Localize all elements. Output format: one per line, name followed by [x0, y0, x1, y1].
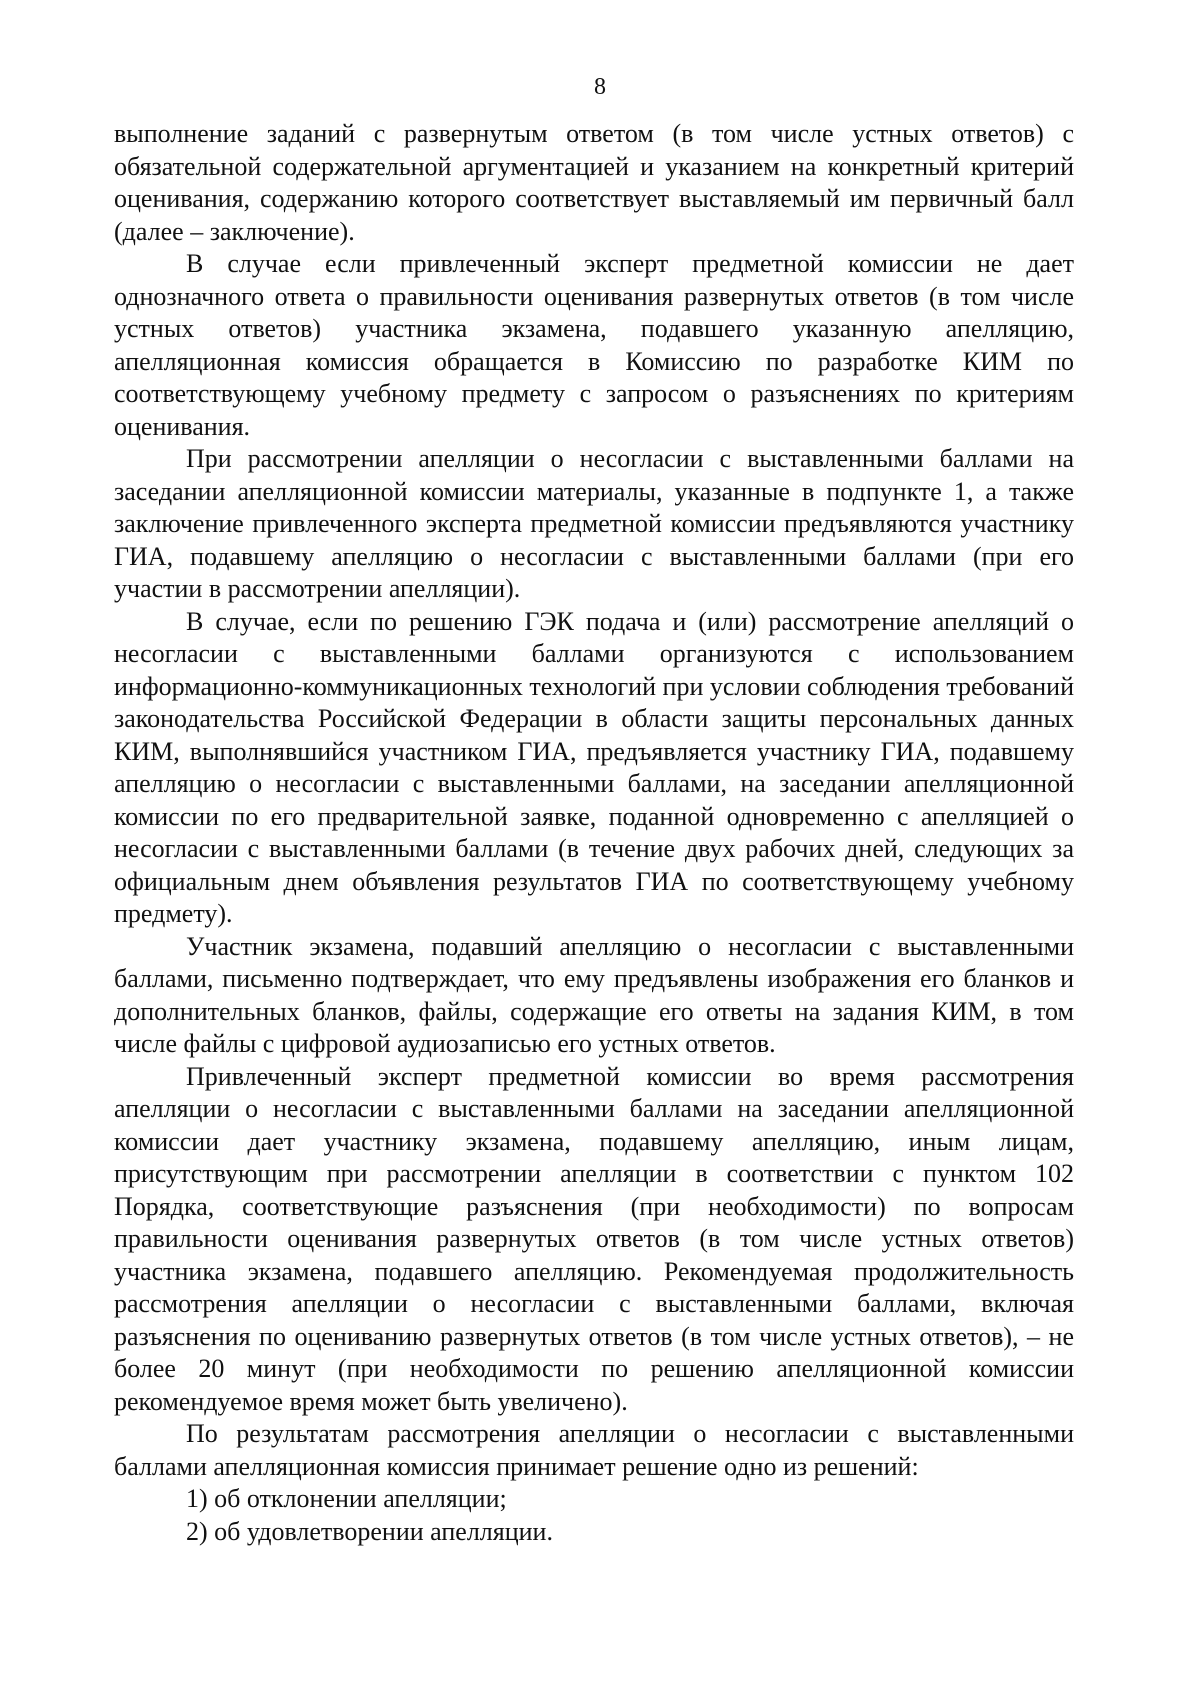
paragraph-expert-no-answer: В случае если привлеченный эксперт предметной комиссии не дает однозначного ответа о правильности оценивания развернутых ответов (в том числе устных ответов) участника экзамена, подавшего указанную апелляцию, апелляционная комиссия обращается в Комиссию по разработке КИМ по соответствующему учебному предмету с запросом о разъяснениях по критериям оценивания. [114, 249, 1074, 441]
paragraph-continuation: выполнение заданий с развернутым ответом (в том числе устных ответов) с обязательной содержательной аргументацией и указанием на конкретный критерий оценивания, содержанию которого соответствует выставляемый им первичный балл (далее – заключение). [114, 119, 1074, 246]
paragraph-participant-confirms: Участник экзамена, подавший апелляцию о несогласии с выставленными баллами, письменно подтверждает, что ему предъявлены изображения его бланков и дополнительных бланков, файлы, содержащие его ответы на задания КИМ, в том числе файлы с цифровой аудиозаписью его устных ответов. [114, 931, 1074, 1058]
paragraph-ict-appeal: В случае, если по решению ГЭК подача и (или) рассмотрение апелляций о несогласии с выставленными баллами организуются с использованием информационно-коммуникационных технологий при условии соблюдения требований законодательства Российской Федерации в области защиты персональных данных КИМ, выполнявшийся участником ГИА, предъявляется участнику ГИА, подавшему апелляцию о несогласии с выставленными баллами, на заседании апелляционной комиссии по его предварительной заявке, поданной одновременно с апелляцией о несогласии с выставленными баллами (в течение двух рабочих дней, следующих за официальным днем объявления результатов ГИА по соответствующему учебному предмету). [114, 606, 1074, 928]
document-body [114, 118, 1074, 1548]
page-number: 8 [594, 74, 606, 100]
list-item-reject: 1) об отклонении апелляции; [186, 1484, 507, 1513]
list-item-satisfy: 2) об удовлетворении апелляции. [186, 1516, 553, 1546]
paragraph-expert-explanations: Привлеченный эксперт предметной комиссии во время рассмотрения апелляции о несогласии с выставленными баллами на заседании апелляционной комиссии дает участнику экзамена, подавшему апелляцию, иным лицам, присутствующим при рассмотрении апелляции в соответствии с пунктом 102 Порядка, соответствующие разъяснения (при необходимости) по вопросам правильности оценивания развернутых ответов (в том числе устных ответов) участника экзамена, подавшего апелляцию. Рекомендуемая продолжительность рассмотрения апелляции о несогласии с выставленными баллами, включая разъяснения по оцениванию развернутых ответов (в том числе устных ответов), – не более 20 минут (при необходимости по решению апелляционной комиссии рекомендуемое время может быть увеличено). [114, 1061, 1074, 1416]
paragraph-materials-presented: При рассмотрении апелляции о несогласии с выставленными баллами на заседании апелляционной комиссии материалы, указанные в подпункте 1, а также заключение привлеченного эксперта предметной комиссии предъявляются участнику ГИА, подавшему апелляцию о несогласии с выставленными баллами (при его участии в рассмотрении апелляции). [114, 444, 1074, 603]
paragraph-decision-intro: По результатам рассмотрения апелляции о несогласии с выставленными баллами апелляционная комиссия принимает решение одно из решений: [114, 1419, 1074, 1481]
